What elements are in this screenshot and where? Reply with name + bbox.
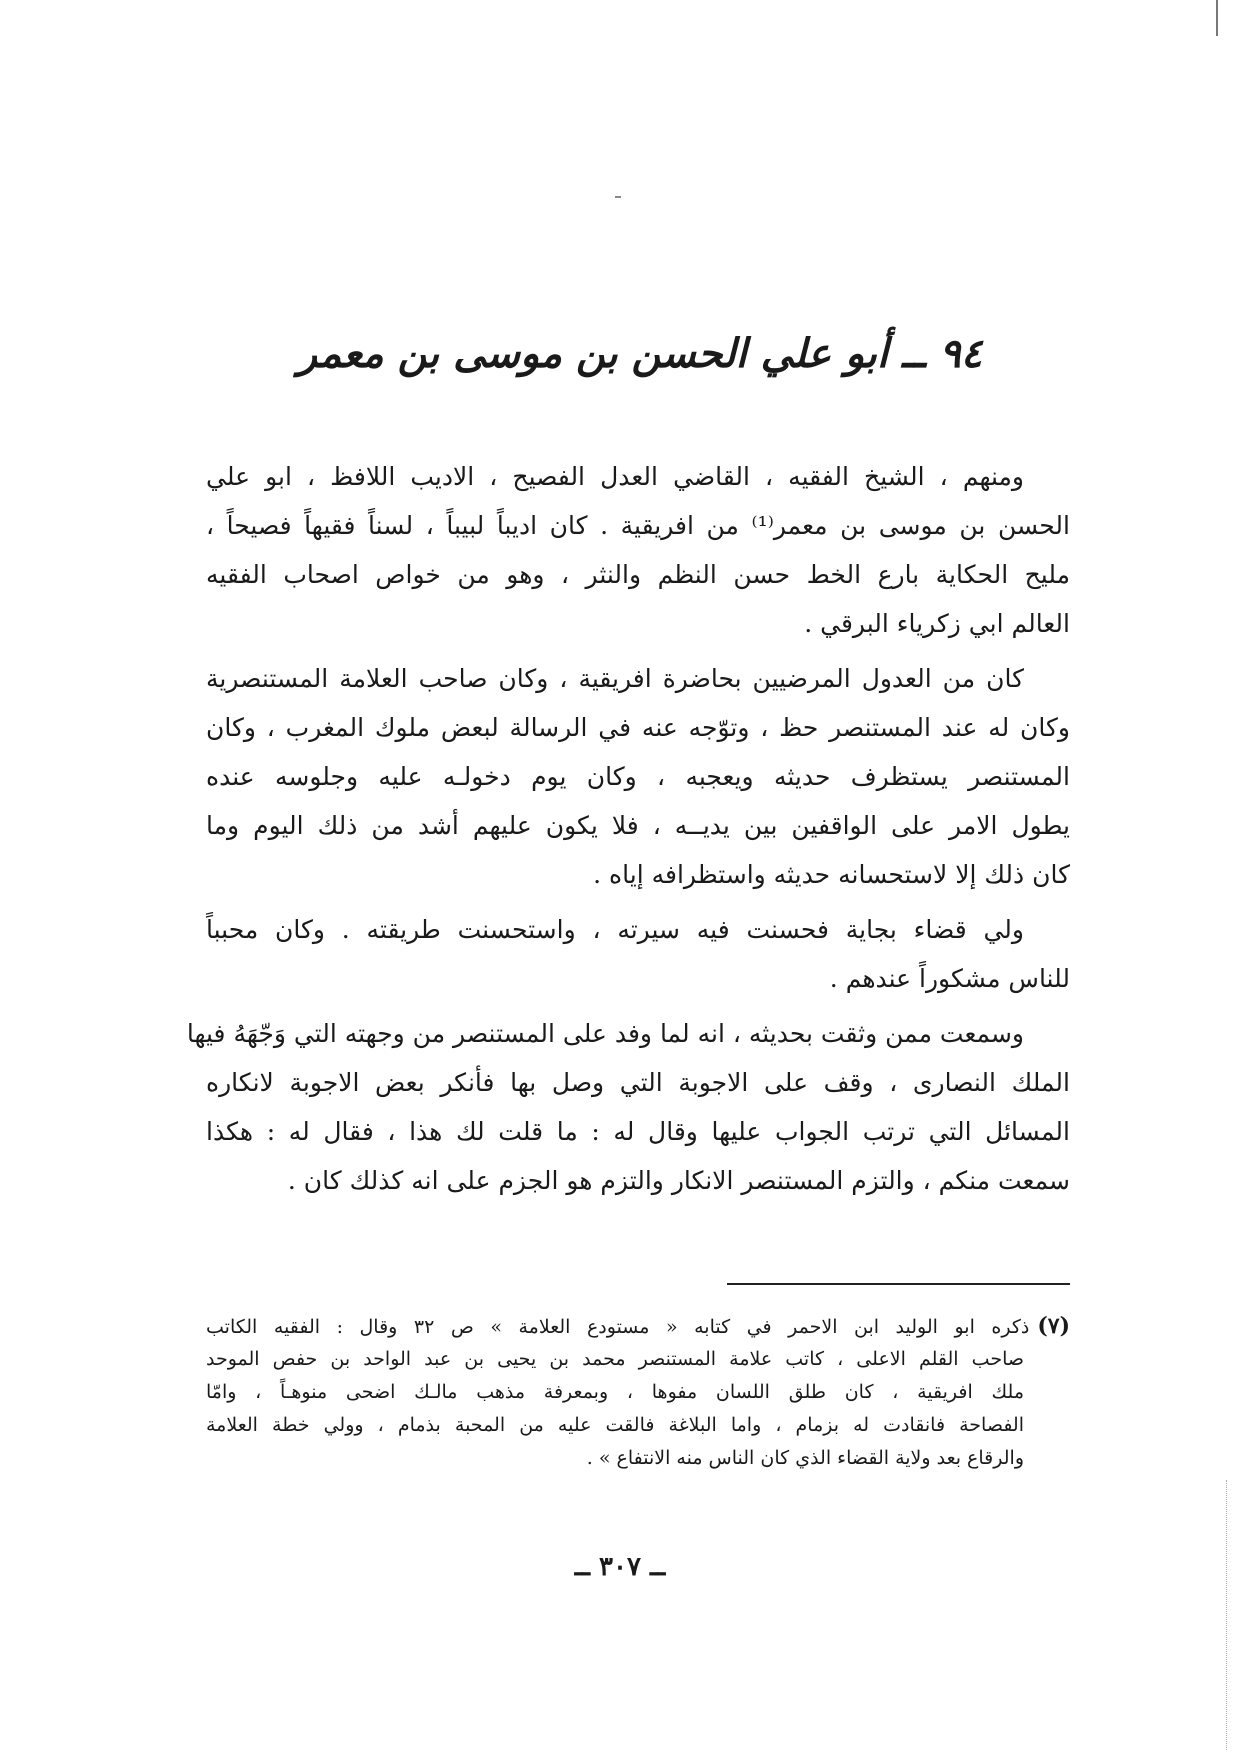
text-line: للناس مشكوراً عندهم . — [829, 964, 1070, 993]
footnote-separator — [727, 1283, 1070, 1285]
text-line: كان من العدول المرضيين بحاضرة افريقية ، وكان صاحب العلامة المستنصرية — [206, 664, 1024, 693]
paragraph-4 — [186, 1009, 1070, 1205]
scan-edge-dots — [1226, 1480, 1229, 1750]
footnote-text: ذكره ابو الوليد ابن الاحمر في كتابه « مستودع العلامة » ص ٣٢ وقال : الفقيه الكاتب — [206, 1316, 1030, 1338]
body-text — [186, 452, 1070, 1211]
footnote-line: ملك افريقية ، كان طلق اللسان مفوها ، وبمعرفة مذهب مالـك اضحى منوهـاً ، وامّا — [206, 1381, 1024, 1403]
text-line: يطول الامر على الواقفين بين يديــه ، فلا يكون عليهم أشد من ذلك اليوم وما — [206, 811, 1070, 840]
text-line: المسائل التي ترتب الجواب عليها وقال له : ما قلت لك هذا ، فقال له : هكذا — [206, 1117, 1070, 1146]
footnote-line: صاحب القلم الاعلى ، كاتب علامة المستنصر محمد بن يحيى بن عبد الواحد بن حفص الموحد — [206, 1348, 1024, 1370]
paragraph-2 — [206, 654, 1070, 899]
footnote-line — [206, 1310, 1070, 1343]
text-line: سمعت منكم ، والتزم المستنصر الانكار والتزم هو الجزم على انه كذلك كان . — [287, 1166, 1070, 1195]
text-line: الحسن بن موسى بن معمر⁽¹⁾ من افريقية . كان اديباً لبيباً ، لسناً فقيهاً فصيحاً ، — [206, 511, 1070, 540]
text-line: وسمعت ممن وثقت بحديثه ، انه لما وفد على المستنصر من وجهته التي وَجّهَهُ فيها — [186, 1019, 1024, 1048]
text-line: العالم ابي زكرياء البرقي . — [804, 609, 1070, 638]
scan-edge-mark — [1216, 0, 1222, 36]
paragraph-1 — [206, 452, 1070, 648]
footnote-line: الفصاحة فانقادت له بزمام ، واما البلاغة فالقت عليه من المحبة بذمام ، وولي خطة العلامة — [206, 1414, 1024, 1436]
scan-speck — [615, 196, 621, 198]
text-line: كان ذلك إلا لاستحسانه حديثه واستظرافه إياه . — [593, 860, 1070, 889]
footnote-number: (٧) — [1037, 1313, 1070, 1339]
text-line: المستنصر يستظرف حديثه ويعجبه ، وكان يوم دخولـه عليه وجلوسه عنده — [206, 762, 1070, 791]
text-line: ولي قضاء بجاية فحسنت فيه سيرته ، واستحسنت طريقته . وكان محبباً — [206, 915, 1024, 944]
chapter-title: ٩٤ ــ أبو علي الحسن بن موسى بن معمر — [297, 330, 983, 377]
footnote-line: والرقاع بعد ولاية القضاء الذي كان الناس منه الانتفاع » . — [586, 1447, 1024, 1469]
text-line: مليح الحكاية بارع الخط حسن النظم والنثر ، وهو من خواص اصحاب الفقيه — [206, 560, 1070, 589]
page-number: ــ ٣٠٧ ــ — [574, 1552, 666, 1582]
text-line: الملك النصارى ، وقف على الاجوبة التي وصل بها فأنكر بعض الاجوبة لانكاره — [206, 1068, 1070, 1097]
footnote — [206, 1310, 1070, 1475]
text-line: ومنهم ، الشيخ الفقيه ، القاضي العدل الفصيح ، الاديب اللافظ ، ابو علي — [206, 462, 1024, 491]
paragraph-3 — [206, 905, 1070, 1003]
text-line: وكان له عند المستنصر حظ ، وتوّجه عنه في الرسالة لبعض ملوك المغرب ، وكان — [206, 713, 1070, 742]
